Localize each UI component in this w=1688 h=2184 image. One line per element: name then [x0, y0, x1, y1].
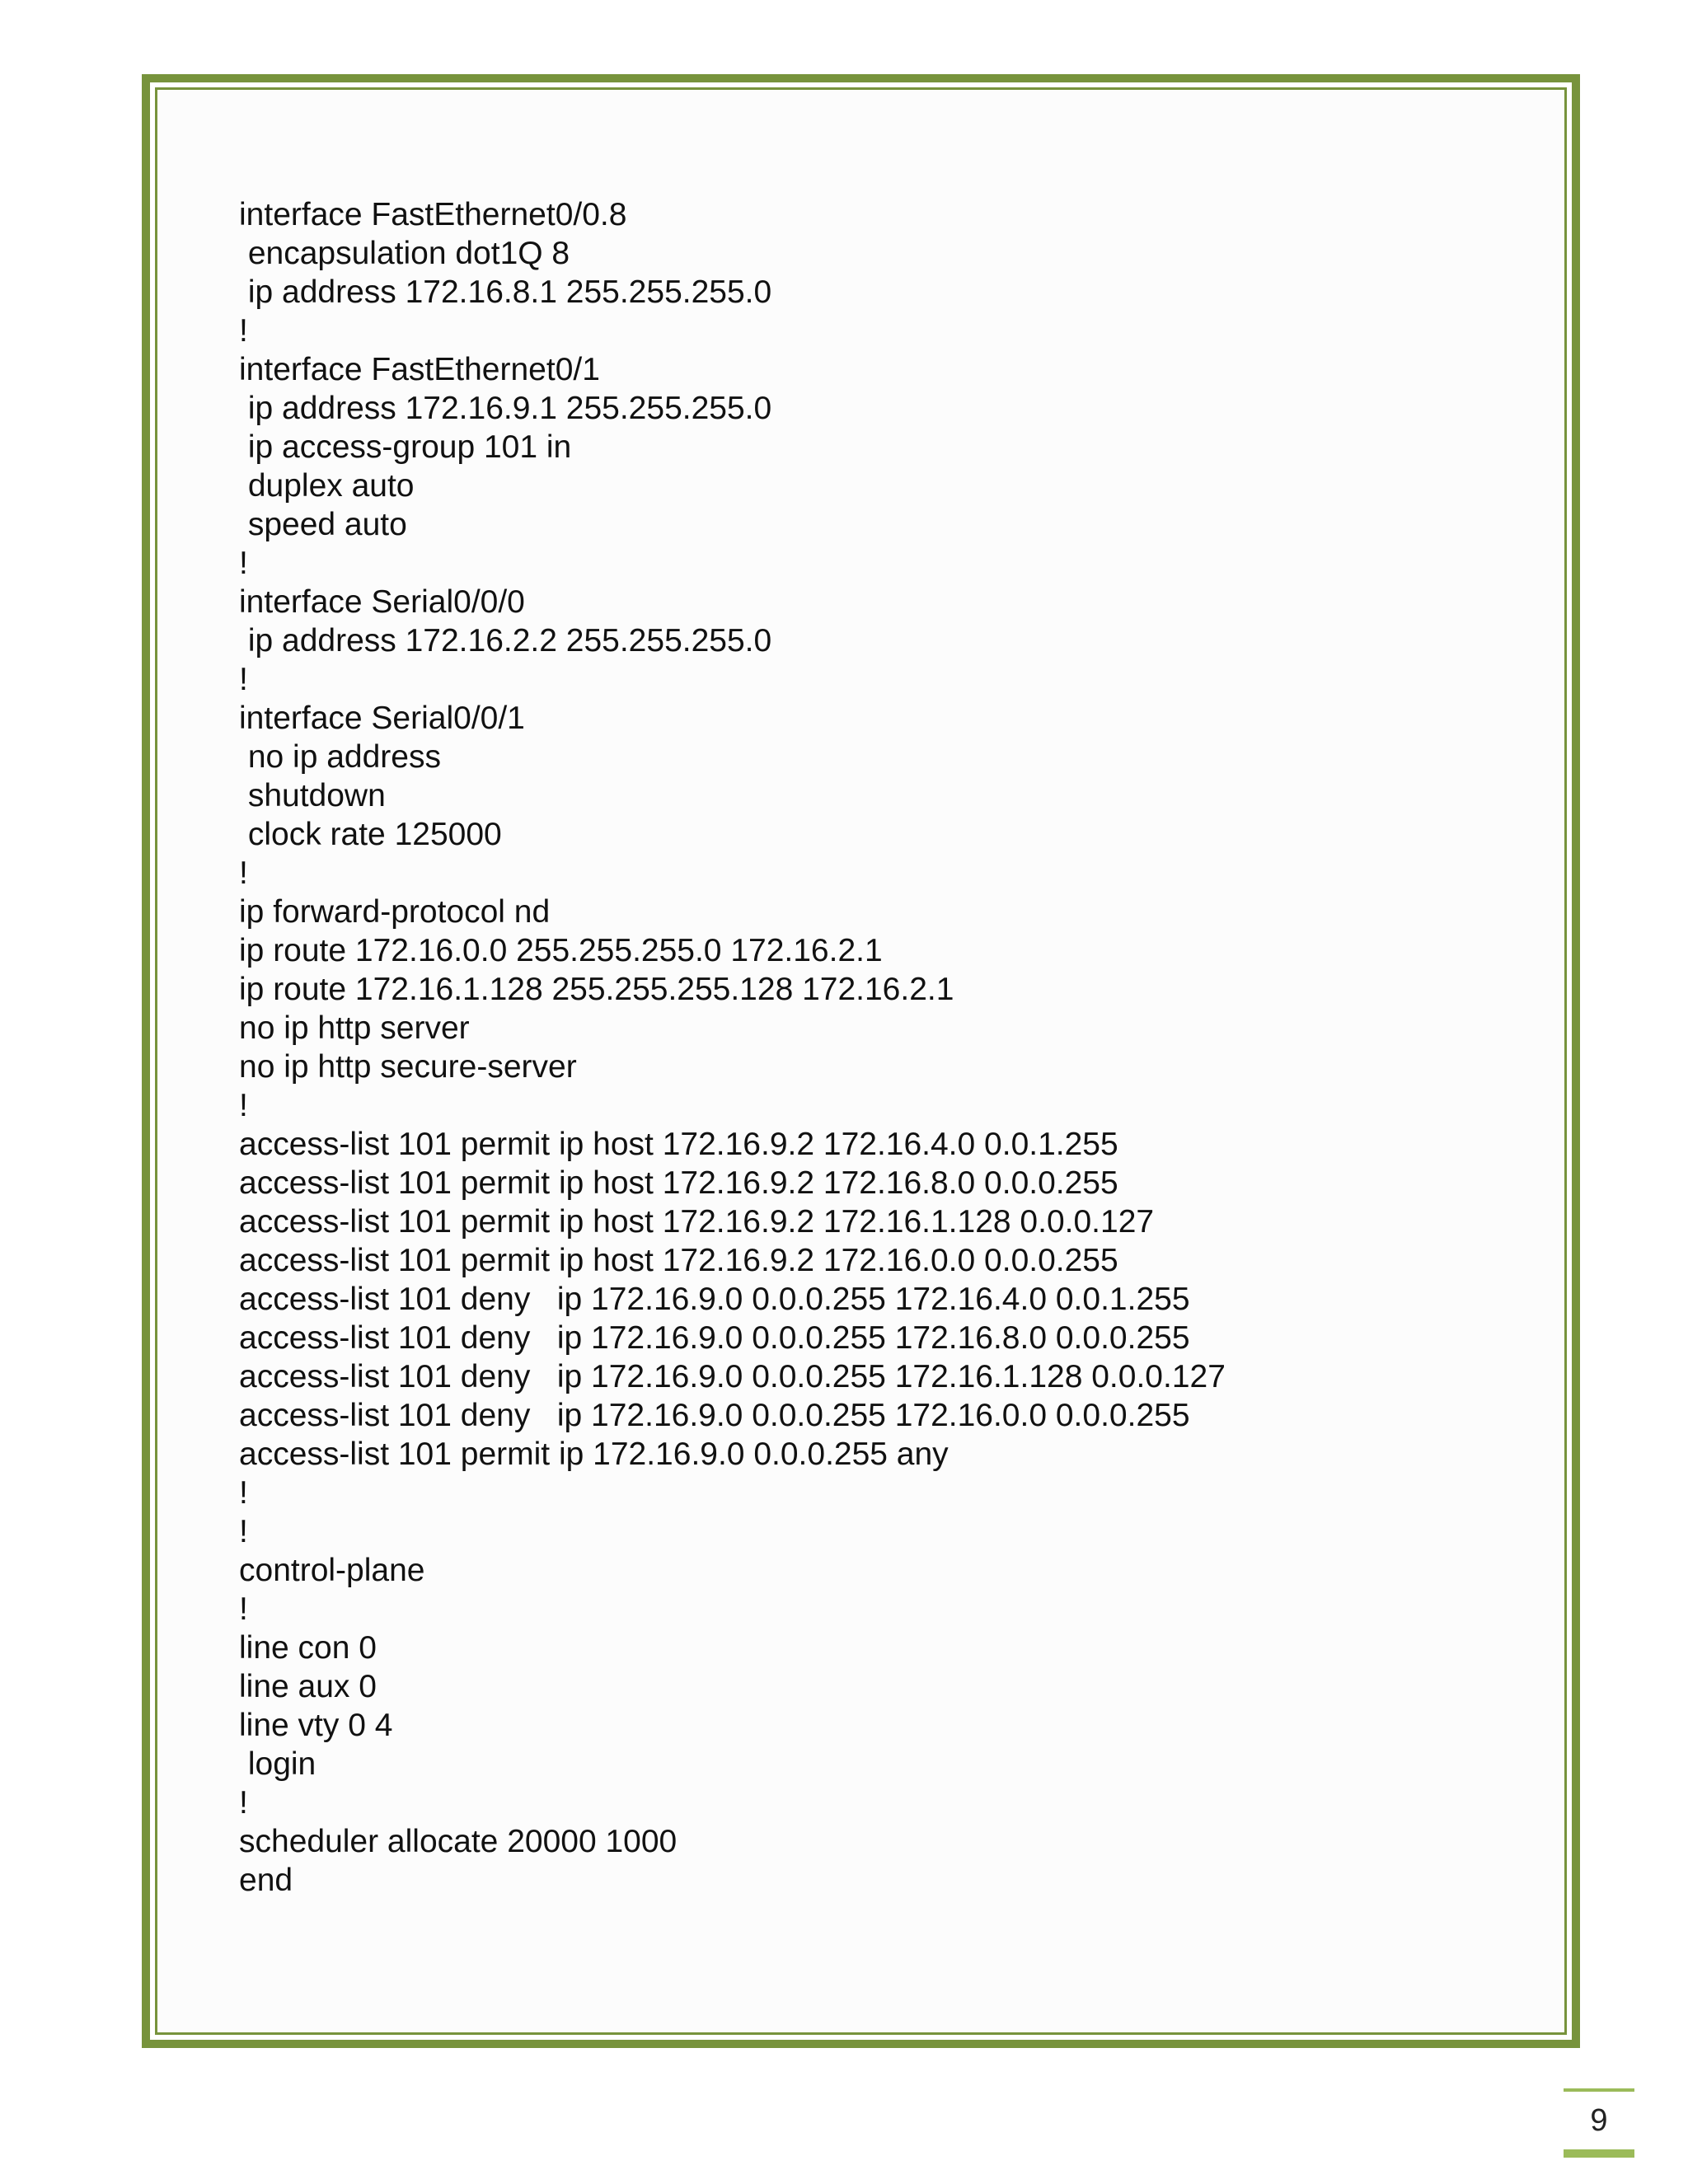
config-line: line aux 0 — [239, 1669, 377, 1704]
config-line: ! — [239, 1475, 248, 1511]
config-line: speed auto — [239, 507, 407, 542]
config-line: scheduler allocate 20000 1000 — [239, 1824, 678, 1859]
config-line: clock rate 125000 — [239, 817, 502, 852]
config-line: ! — [239, 855, 248, 891]
config-line: ! — [239, 1785, 248, 1821]
config-line: shutdown — [239, 778, 386, 813]
config-line: ip address 172.16.9.1 255.255.255.0 — [239, 391, 772, 426]
config-line: no ip http secure-server — [239, 1049, 577, 1085]
config-line: ip address 172.16.8.1 255.255.255.0 — [239, 274, 772, 310]
config-line: access-list 101 deny ip 172.16.9.0 0.0.0.255 172.16.1.128 0.0.0.127 — [239, 1359, 1226, 1394]
config-line: ! — [239, 1591, 248, 1627]
config-line: interface Serial0/0/0 — [239, 584, 525, 620]
config-line: ip route 172.16.0.0 255.255.255.0 172.16.2.1 — [239, 933, 883, 968]
config-line: ! — [239, 1088, 248, 1123]
config-line: ! — [239, 313, 248, 349]
page-number: 9 — [1590, 2103, 1608, 2138]
config-line: control-plane — [239, 1553, 425, 1588]
config-line: no ip address — [239, 739, 441, 775]
router-config-listing — [239, 195, 1226, 1900]
config-line: interface FastEthernet0/0.8 — [239, 197, 627, 232]
config-line: access-list 101 deny ip 172.16.9.0 0.0.0.255 172.16.0.0 0.0.0.255 — [239, 1398, 1190, 1433]
config-line: line vty 0 4 — [239, 1708, 393, 1743]
config-line: line con 0 — [239, 1630, 377, 1666]
config-line: ! — [239, 546, 248, 581]
config-line: interface FastEthernet0/1 — [239, 352, 600, 387]
config-line: login — [239, 1746, 316, 1782]
config-line: ip access-group 101 in — [239, 429, 572, 465]
config-line: end — [239, 1863, 293, 1898]
config-line: access-list 101 permit ip host 172.16.9.2 172.16.1.128 0.0.0.127 — [239, 1204, 1155, 1240]
page-number-box — [1564, 2088, 1634, 2158]
config-line: encapsulation dot1Q 8 — [239, 236, 570, 271]
config-line: ip route 172.16.1.128 255.255.255.128 172.16.2.1 — [239, 972, 954, 1007]
config-line: interface Serial0/0/1 — [239, 701, 525, 736]
config-line: no ip http server — [239, 1010, 470, 1046]
config-line: access-list 101 permit ip host 172.16.9.2 172.16.8.0 0.0.0.255 — [239, 1165, 1118, 1201]
config-line: access-list 101 deny ip 172.16.9.0 0.0.0.255 172.16.8.0 0.0.0.255 — [239, 1320, 1190, 1356]
config-line: ip forward-protocol nd — [239, 894, 551, 930]
config-line: ! — [239, 662, 248, 697]
config-line: access-list 101 deny ip 172.16.9.0 0.0.0.255 172.16.4.0 0.0.1.255 — [239, 1282, 1190, 1317]
config-line: ip address 172.16.2.2 255.255.255.0 — [239, 623, 772, 658]
config-line: duplex auto — [239, 468, 415, 504]
config-line: access-list 101 permit ip host 172.16.9.2 172.16.0.0 0.0.0.255 — [239, 1243, 1118, 1278]
config-line: ! — [239, 1514, 248, 1549]
config-line: access-list 101 permit ip host 172.16.9.2 172.16.4.0 0.0.1.255 — [239, 1127, 1118, 1162]
config-line: access-list 101 permit ip 172.16.9.0 0.0.0.255 any — [239, 1436, 949, 1472]
